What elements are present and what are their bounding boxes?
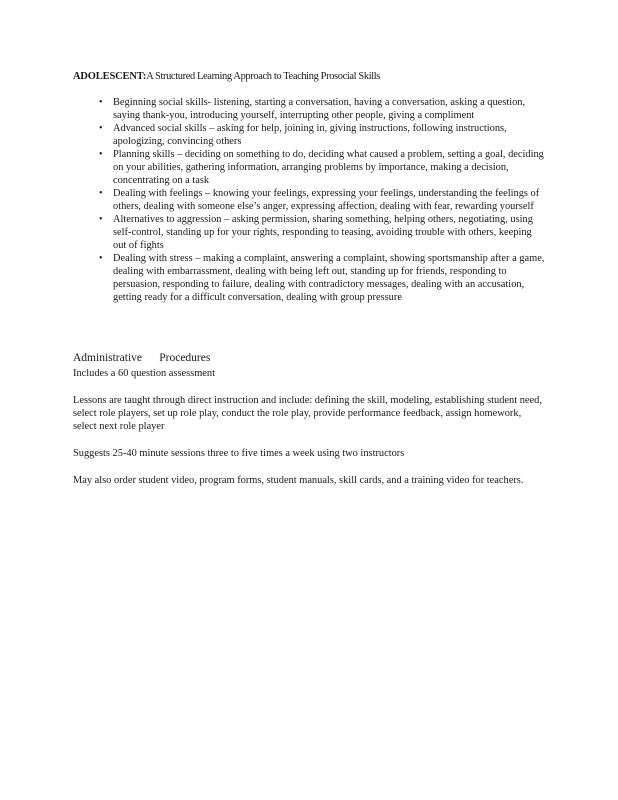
list-item: • Beginning social skills- listening, starting a conversation, having a conversation, asking a question, saying thank-you, introducing yourself, interrupting other people, giving a compliment [113, 96, 545, 122]
lessons-paragraph: Lessons are taught through direct instruction and include: defining the skill, modeling, establishing student need, select role players, set up role play, conduct the role play, provide performance feedback, assign homework, select next role player [73, 395, 542, 432]
list-item: • Dealing with feelings – knowing your feelings, expressing your feelings, understanding the feelings of others, dealing with someone else’s anger, expressing affection, dealing with fear, rewarding yourself [113, 187, 545, 213]
list-item: • Planning skills – deciding on something to do, deciding what caused a problem, setting a goal, deciding on your abilities, gathering information, arranging problems by importance, making a decision, concentrating on a task [113, 148, 545, 187]
section-heading-administrative-procedures: Administrative Procedures [73, 352, 211, 364]
sessions-paragraph: Suggests 25-40 minute sessions three to five times a week using two instructors [73, 448, 405, 459]
document-heading [73, 70, 593, 83]
heading-subtitle: A Structured Learning Approach to Teaching Prosocial Skills [146, 71, 381, 82]
list-item: • Advanced social skills – asking for help, joining in, giving instructions, following instructions, apologizing, convincing others [113, 122, 545, 148]
materials-paragraph: May also order student video, program forms, student manuals, skill cards, and a training video for teachers. [73, 475, 524, 486]
list-item: • Dealing with stress – making a complaint, answering a complaint, showing sportsmanship after a game, dealing with embarrassment, dealing with being left out, standing up for friends, responding to persuasion, responding to failure, dealing with contradictory messages, dealing with an accusation, getting ready for a difficult conversation, dealing with group pressure [113, 252, 545, 304]
list-item: • Alternatives to aggression – asking permission, sharing something, helping others, negotiating, using self-control, standing up for your rights, responding to teasing, avoiding trouble with others, keeping out of fights [113, 213, 545, 252]
assessment-paragraph: Includes a 60 question assessment [73, 368, 215, 379]
heading-bold-label: ADOLESCENT: [73, 71, 147, 82]
skills-list [113, 96, 545, 304]
